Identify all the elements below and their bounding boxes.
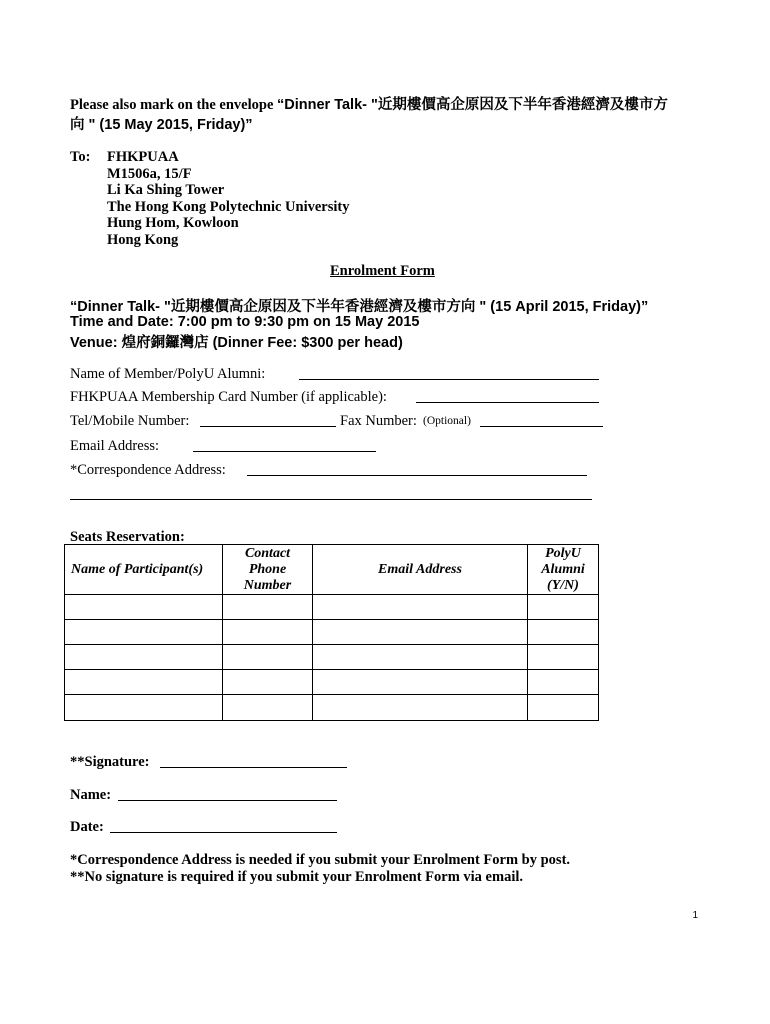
event-venue: Venue: 煌府銅鑼灣店 (Dinner Fee: $300 per head) — [70, 335, 403, 351]
envelope-note-title-2: 向 " (15 May 2015, Friday)” — [70, 117, 253, 133]
note-signature: **No signature is required if you submit your Enrolment Form via email. — [70, 869, 524, 885]
participant-name-cell[interactable] — [65, 695, 223, 721]
email-cell[interactable] — [313, 670, 528, 695]
fax-field[interactable] — [480, 426, 603, 427]
envelope-note — [70, 93, 668, 114]
email-cell[interactable] — [313, 645, 528, 670]
header-phone-2: Phone — [248, 561, 287, 577]
signature-label: **Signature: — [70, 754, 150, 770]
signature-field[interactable] — [160, 767, 347, 768]
contact-phone-cell[interactable] — [223, 670, 313, 695]
member-name-field[interactable] — [299, 379, 599, 380]
email-label: Email Address: — [70, 438, 160, 454]
contact-phone-cell[interactable] — [223, 645, 313, 670]
header-alumni-3: (Y/N) — [547, 577, 579, 593]
contact-phone-cell[interactable] — [223, 595, 313, 620]
email-field[interactable] — [193, 451, 376, 452]
tel-label: Tel/Mobile Number: — [70, 413, 190, 429]
note-correspondence: *Correspondence Address is needed if you submit your Enrolment Form by post. — [70, 852, 571, 868]
member-name-label: Name of Member/PolyU Alumni: — [70, 366, 266, 382]
date-field[interactable] — [110, 832, 337, 833]
tel-field[interactable] — [200, 426, 336, 427]
envelope-note-title-1: “Dinner Talk- "近期樓價高企原因及下半年香港經濟及樓市方 — [277, 97, 668, 113]
contact-phone-cell[interactable] — [223, 620, 313, 645]
alumni-cell[interactable] — [528, 695, 599, 721]
email-cell[interactable] — [313, 620, 528, 645]
seats-table — [64, 544, 599, 721]
fax-optional-label: (Optional) — [423, 415, 471, 427]
correspondence-label: *Correspondence Address: — [70, 462, 226, 478]
table-row — [65, 595, 599, 620]
to-label: To: — [70, 149, 91, 165]
table-row — [65, 645, 599, 670]
address-line: Hong Kong — [107, 231, 179, 248]
participant-name-cell[interactable] — [65, 620, 223, 645]
email-cell[interactable] — [313, 595, 528, 620]
address-line: Li Ka Shing Tower — [107, 182, 225, 199]
seats-header-row — [65, 545, 599, 595]
table-row — [65, 620, 599, 645]
correspondence-field-line-2[interactable] — [70, 499, 592, 500]
alumni-cell[interactable] — [528, 620, 599, 645]
event-title: “Dinner Talk- "近期樓價高企原因及下半年香港經濟及樓市方向 " (15 April 2015, Friday)” — [70, 299, 649, 315]
header-name: Name of Participant(s) — [65, 545, 223, 595]
name-field[interactable] — [118, 800, 337, 801]
header-alumni-2: Alumni — [541, 561, 585, 577]
event-time-date: Time and Date: 7:00 pm to 9:30 pm on 15 May 2015 — [70, 314, 420, 330]
participant-name-cell[interactable] — [65, 670, 223, 695]
header-email: Email Address — [313, 545, 528, 595]
address-line: M1506a, 15/F — [107, 165, 192, 182]
address-block — [107, 149, 349, 249]
envelope-note-prefix: Please also mark on the envelope — [70, 97, 278, 113]
header-phone — [223, 545, 313, 595]
header-alumni — [528, 545, 599, 595]
email-cell[interactable] — [313, 695, 528, 721]
contact-phone-cell[interactable] — [223, 695, 313, 721]
header-phone-3: Number — [243, 577, 292, 593]
name-label: Name: — [70, 787, 112, 803]
page-number: 1 — [692, 910, 698, 921]
table-row — [65, 670, 599, 695]
fax-label: Fax Number: — [340, 413, 417, 429]
membership-card-label: FHKPUAA Membership Card Number (if applicable): — [70, 389, 387, 405]
membership-card-field[interactable] — [416, 402, 599, 403]
alumni-cell[interactable] — [528, 595, 599, 620]
form-title: Enrolment Form — [330, 263, 435, 279]
correspondence-field[interactable] — [247, 475, 587, 476]
date-label: Date: — [70, 819, 104, 835]
table-row — [65, 695, 599, 721]
header-phone-1: Contact — [244, 545, 291, 561]
participant-name-cell[interactable] — [65, 645, 223, 670]
address-line: FHKPUAA — [107, 149, 179, 165]
participant-name-cell[interactable] — [65, 595, 223, 620]
alumni-cell[interactable] — [528, 645, 599, 670]
header-alumni-1: PolyU — [545, 545, 581, 561]
address-line: Hung Hom, Kowloon — [107, 215, 239, 232]
alumni-cell[interactable] — [528, 670, 599, 695]
address-line: The Hong Kong Polytechnic University — [107, 198, 350, 215]
seats-title: Seats Reservation: — [70, 529, 185, 545]
